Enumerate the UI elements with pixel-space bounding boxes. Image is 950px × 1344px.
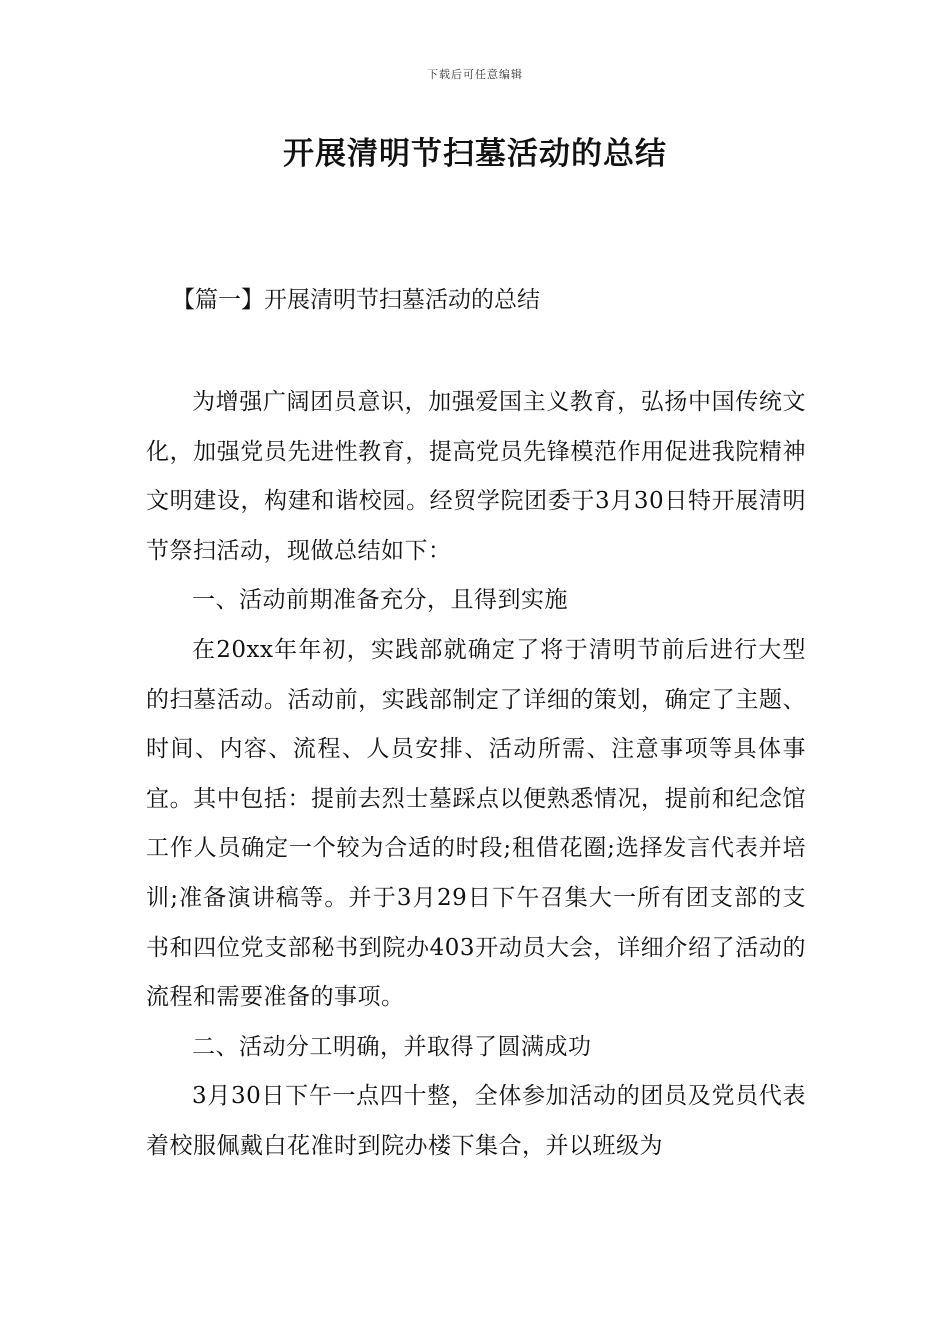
paragraph-intro: 为增强广阔团员意识，加强爱国主义教育，弘扬中国传统文化，加强党员先进性教育，提高党员先锋模范作用促进我院精神文明建设，构建和谐校园。经贸学院团委于3月30日特开展清明节祭扫活动，现做总结如下： <box>146 389 806 564</box>
paragraph-event-day: 3月30日下午一点四十整，全体参加活动的团员及党员代表着校服佩戴白花准时到院办楼下集合，并以班级为 <box>146 1083 806 1159</box>
body-text <box>146 378 806 1172</box>
header-note: 下载后可任意编辑 <box>427 68 523 81</box>
document-title: 开展清明节扫墓活动的总结 <box>283 136 667 172</box>
subheading-division: 二、活动分工明确，并取得了圆满成功 <box>192 1033 592 1060</box>
subheading-preparation: 一、活动前期准备充分，且得到实施 <box>192 587 568 614</box>
section-heading: 【篇一】开展清明节扫墓活动的总结 <box>172 287 540 313</box>
paragraph-preparation: 在20xx年年初，实践部就确定了将于清明节前后进行大型的扫墓活动。活动前，实践部制定了详细的策划，确定了主题、时间、内容、流程、人员安排、活动所需、注意事项等具体事宜。其中包括：提前去烈士墓踩点以便熟悉情况，提前和纪念馆工作人员确定一个较为合适的时段;租借花圈;选择发言代表并培训;准备演讲稿等。并于3月29日下午召集大一所有团支部的支书和四位党支部秘书到院办403开动员大会，详细介绍了活动的流程和需要准备的事项。 <box>146 636 806 1011</box>
